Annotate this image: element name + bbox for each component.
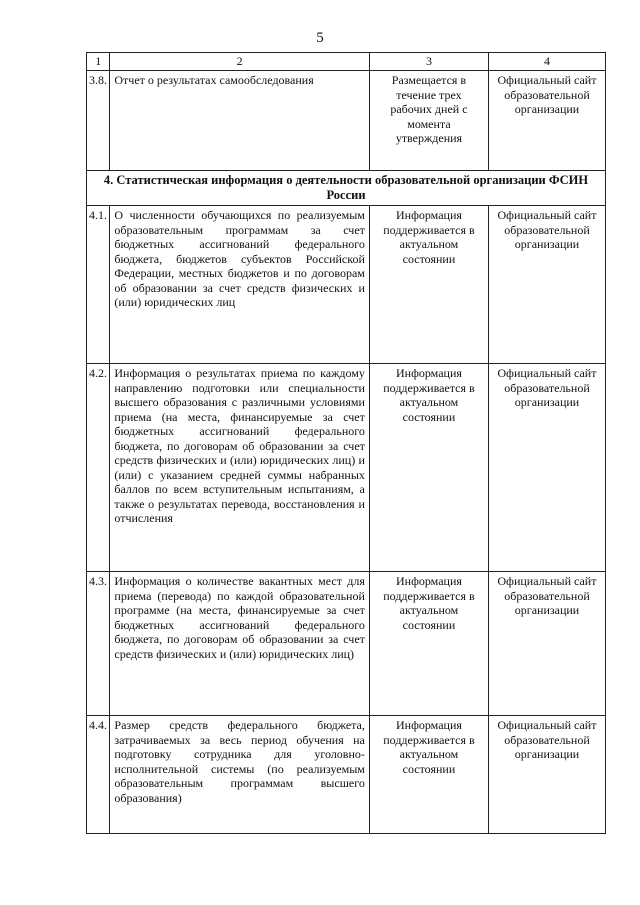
table-row xyxy=(87,572,606,716)
table-row xyxy=(87,716,606,834)
table-row xyxy=(87,364,606,572)
row-place: Официальный сайт образовательной организации xyxy=(489,71,606,171)
row-place: Официальный сайт образовательной организации xyxy=(489,572,606,716)
document-table xyxy=(86,52,606,834)
table-row xyxy=(87,71,606,171)
header-col-3: 3 xyxy=(369,53,488,71)
row-number: 4.4. xyxy=(87,716,110,834)
row-description: Отчет о результатах самообследования xyxy=(110,71,370,171)
row-place: Официальный сайт образовательной организации xyxy=(489,206,606,364)
row-number: 3.8. xyxy=(87,71,110,171)
row-term: Информация поддерживается в актуальном состоянии xyxy=(369,364,488,572)
table-row xyxy=(87,206,606,364)
row-description: Информация о результатах приема по каждому направлению подготовки или специальности высшего образования с различными условиями приема (на места, финансируемые за счет бюджетных ассигнований федерального бюджета, по договорам об образовании за счет средств физических и (или) юридических лиц) и (или) с указанием средней суммы набранных баллов по всем вступительным испытаниям, а также о результатах перевода, восстановления и отчисления xyxy=(110,364,370,572)
row-description: О численности обучающихся по реализуемым образовательным программам за счет бюджетных ассигнований федерального бюджета, бюджетов субъектов Российской Федерации, местных бюджетов и по договорам об образовании за счет средств физических и (или) юридических лиц xyxy=(110,206,370,364)
header-col-2: 2 xyxy=(110,53,370,71)
section-heading-row xyxy=(87,171,606,206)
table-header-row xyxy=(87,53,606,71)
page-number: 5 xyxy=(316,30,324,46)
row-term: Информация поддерживается в актуальном состоянии xyxy=(369,206,488,364)
row-number: 4.2. xyxy=(87,364,110,572)
row-number: 4.3. xyxy=(87,572,110,716)
row-term: Информация поддерживается в актуальном состоянии xyxy=(369,716,488,834)
header-col-1: 1 xyxy=(87,53,110,71)
row-place: Официальный сайт образовательной организации xyxy=(489,716,606,834)
row-term: Информация поддерживается в актуальном состоянии xyxy=(369,572,488,716)
row-place: Официальный сайт образовательной организации xyxy=(489,364,606,572)
header-col-4: 4 xyxy=(489,53,606,71)
row-number: 4.1. xyxy=(87,206,110,364)
row-description: Размер средств федерального бюджета, затрачиваемых за весь период обучения на подготовку сотрудника для уголовно-исполнительной системы (по реализуемым образовательным программам высшего образования) xyxy=(110,716,370,834)
row-term: Размещается в течение трех рабочих дней с момента утверждения xyxy=(369,71,488,171)
section-title: 4. Статистическая информация о деятельности образовательной организации ФСИН России xyxy=(87,171,606,206)
row-description: Информация о количестве вакантных мест для приема (перевода) по каждой образовательной программе (на места, финансируемые за счет бюджетных ассигнований федерального бюджета, по договорам об образовании за счет средств физических и (или) юридических лиц) xyxy=(110,572,370,716)
